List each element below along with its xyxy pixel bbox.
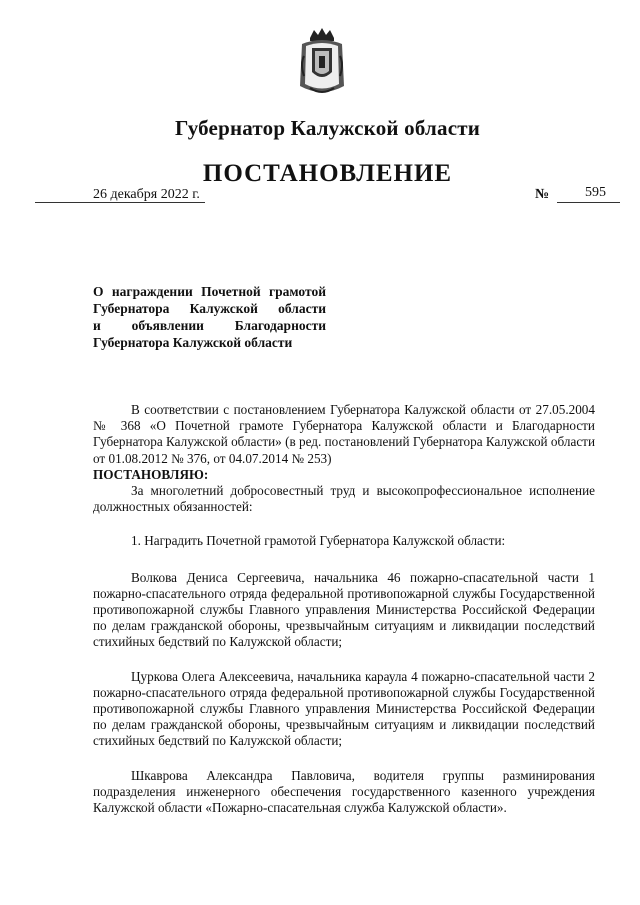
subject-line: и объявлении Благодарности (93, 318, 326, 333)
reason-paragraph: За многолетний добросовестный труд и высокопрофессиональное исполнение должностных обязанностей: (93, 483, 595, 515)
document-date: 26 декабря 2022 г. (93, 187, 200, 202)
document-subject (93, 283, 326, 351)
preamble-paragraph: В соответствии с постановлением Губернатора Калужской области от 27.05.2004 № 368 «О Почетной грамоте Губернатора Калужской области и Благодарности Губернатора Калужской области» (в ред. постановлений Губернатора Калужской области от 01.08.2012 № 376, от 04.07.2014 № 253) (93, 402, 595, 466)
awardee-paragraph: Шкаврова Александра Павловича, водителя группы разминирования подразделения инженерного обеспечения государственного казенного учреждения Калужской области «Пожарно-спасательная служба Калужской области». (93, 767, 595, 816)
award-item-heading: 1. Наградить Почетной грамотой Губернатора Калужской области: (131, 533, 506, 549)
document-number: 595 (585, 185, 606, 200)
authority-title: Губернатор Калужской области (174, 116, 481, 140)
coat-of-arms-emblem (296, 26, 348, 98)
resolve-heading: ПОСТАНОВЛЯЮ: (93, 466, 209, 482)
subject-line: О награждении Почетной грамотой (93, 284, 326, 299)
document-body (93, 402, 595, 816)
document-type-title: ПОСТАНОВЛЕНИЕ (202, 160, 453, 187)
subject-line: Губернатора Калужской области (93, 301, 326, 316)
number-sign: № (535, 187, 550, 202)
awardee-paragraph: Цуркова Олега Алексеевича, начальника караула 4 пожарно-спасательной части 2 пожарно-спасательного отряда федеральной противопожарной службы Государственной противопожарной службы Главного управления Министерства Российской Федерации по делам гражданской обороны, чрезвычайным ситуациям и ликвидации последствий стихийных бедствий по Калужской области; (93, 668, 595, 749)
subject-line: Губернатора Калужской области (93, 335, 293, 350)
awardee-paragraph: Волкова Дениса Сергеевича, начальника 46 пожарно-спасательной части 1 пожарно-спасательного отряда федеральной противопожарной службы Государственной противопожарной службы Главного управления Министерства Российской Федерации по делам гражданской обороны, чрезвычайным ситуациям и ликвидации последствий стихийных бедствий по Калужской области; (93, 569, 595, 650)
number-underline (557, 202, 620, 203)
